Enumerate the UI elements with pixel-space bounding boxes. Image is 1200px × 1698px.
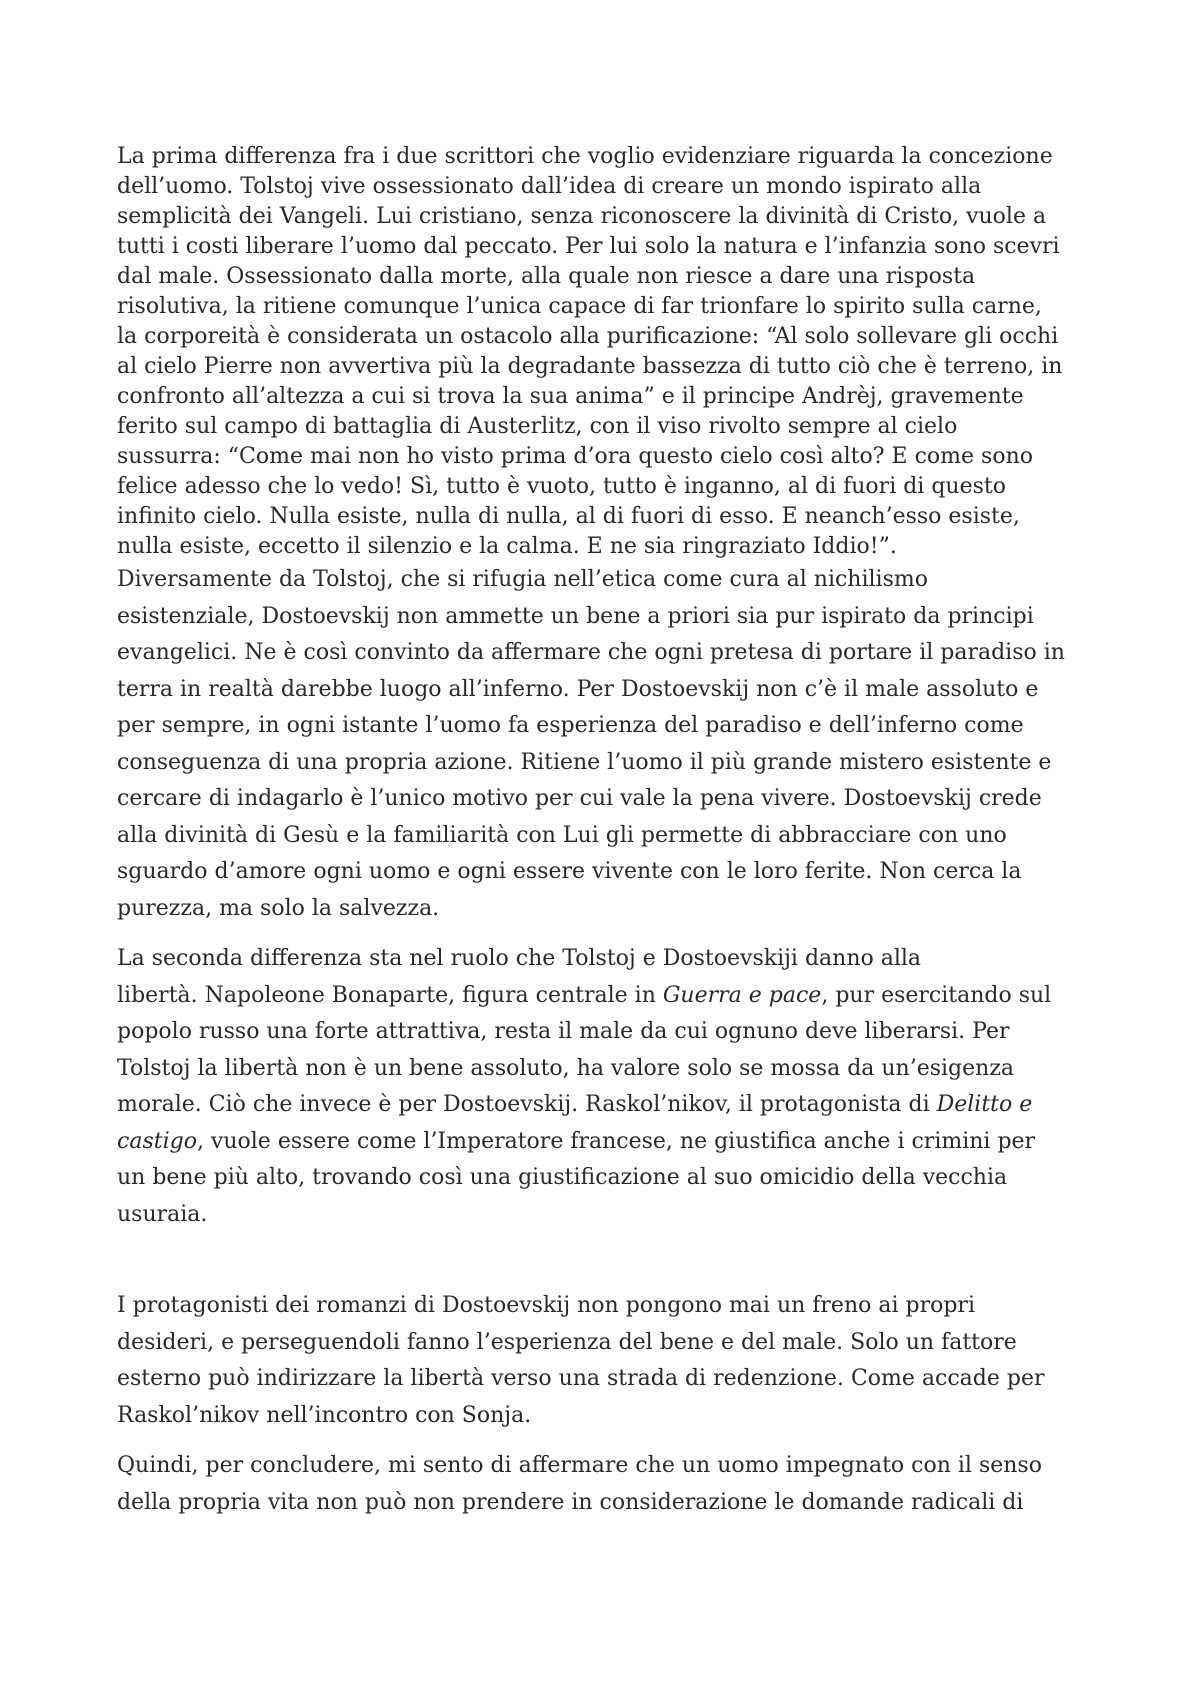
text-line: I protagonisti dei romanzi di Dostoevskij non pongono mai un freno ai propri [117, 1293, 975, 1318]
paragraph-3 [117, 941, 1087, 1233]
text-line [117, 1087, 1087, 1124]
text-line: usuraia. [117, 1201, 208, 1227]
text-line: dal male. Ossessionato dalla morte, alla quale non riesce a dare una risposta [117, 264, 976, 289]
text-line: risolutiva, la ritiene comunque l’unica capace di far trionfare lo spirito sulla carne, [117, 294, 1042, 319]
text-line: ferito sul campo di battaglia di Austerlitz, con il viso rivolto sempre al cielo [117, 414, 958, 439]
text-line: evangelici. Ne è così convinto da affermare che ogni pretesa di portare il paradiso in [117, 640, 1065, 665]
text-line: sguardo d’amore ogni uomo e ogni essere vivente con le loro ferite. Non cerca la [117, 859, 1022, 884]
text-line: dell’uomo. Tolstoj vive ossessionato dall’idea di creare un mondo ispirato alla [117, 174, 982, 199]
paragraph-5 [117, 1448, 1087, 1521]
text-line: Quindi, per concludere, mi sento di affermare che un uomo impegnato con il senso [117, 1453, 1042, 1478]
text-line: confronto all’altezza a cui si trova la sua anima” e il principe Andrèj, gravemente [117, 384, 1024, 409]
text-line: Raskol’nikov nell’incontro con Sonja. [117, 1402, 532, 1428]
text-line: per sempre, in ogni istante l’uomo fa esperienza del paradiso e dell’inferno come [117, 713, 1024, 738]
text-line: felice adesso che lo vedo! Sì, tutto è vuoto, tutto è inganno, al di fuori di questo [117, 474, 1006, 499]
text-line: cercare di indagarlo è l’unico motivo per cui vale la pena vivere. Dostoevskij crede [117, 786, 1042, 811]
text-line: al cielo Pierre non avvertiva più la degradante bassezza di tutto ciò che è terreno, in [117, 354, 1063, 379]
text-line: La seconda differenza sta nel ruolo che Tolstoj e Dostoevskiji danno alla [117, 946, 922, 971]
document-page [117, 142, 1087, 1521]
text-line: infinito cielo. Nulla esiste, nulla di nulla, al di fuori di esso. E neanch’esso esiste, [117, 504, 1020, 529]
text-line: desideri, e perseguendoli fanno l’esperienza del bene e del male. Solo un fattore [117, 1329, 1017, 1355]
paragraph-1 [117, 142, 1087, 562]
text-line: semplicità dei Vangeli. Lui cristiano, senza riconoscere la divinità di Cristo, vuole a [117, 204, 1047, 229]
text-fragment: , pur esercitando sul [821, 982, 1052, 1008]
text-line: esistenziale, Dostoevskij non ammette un bene a priori sia pur ispirato da principi [117, 603, 1034, 629]
text-line: della propria vita non può non prendere in considerazione le domande radicali di [117, 1489, 1024, 1515]
book-title-delitto-e-castigo-part1: Delitto e [936, 1092, 1033, 1117]
text-line: Diversamente da Tolstoj, che si rifugia nell’etica come cura al nichilismo [117, 567, 928, 592]
text-line: La prima differenza fra i due scrittori che voglio evidenziare riguarda la concezione [117, 144, 1053, 169]
book-title-delitto-e-castigo-part2: castigo [117, 1128, 197, 1154]
text-line: conseguenza di una propria azione. Ritiene l’uomo il più grande mistero esistente e [117, 749, 1052, 775]
paragraph-2 [117, 562, 1087, 927]
text-line: nulla esiste, eccetto il silenzio e la calma. E ne sia ringraziato Iddio!”. [117, 534, 897, 559]
text-fragment: libertà. Napoleone Bonaparte, figura centrale in [117, 982, 663, 1008]
text-line: popolo russo una forte attrattiva, resta il male da cui ognuno deve liberarsi. Per [117, 1019, 1010, 1044]
text-line: esterno può indirizzare la libertà verso una strada di redenzione. Come accade per [117, 1366, 1045, 1391]
text-line: purezza, ma solo la salvezza. [117, 895, 440, 921]
text-line: alla divinità di Gesù e la familiarità con Lui gli permette di abbracciare con uno [117, 822, 1007, 848]
text-line [117, 1124, 1087, 1161]
text-line: terra in realtà darebbe luogo all’inferno. Per Dostoevskij non c’è il male assoluto e [117, 676, 1039, 702]
text-line: sussurra: “Come mai non ho visto prima d’ora questo cielo così alto? E come sono [117, 444, 1033, 469]
text-line: un bene più alto, trovando così una giustificazione al suo omicidio della vecchia [117, 1165, 1008, 1190]
text-line: Tolstoj la libertà non è un bene assoluto, ha valore solo se mossa da un’esigenza [117, 1055, 1015, 1081]
text-fragment: , vuole essere come l’Imperatore francese, ne giustifica anche i crimini per [196, 1128, 1036, 1154]
text-line [117, 978, 1087, 1015]
text-fragment: morale. Ciò che invece è per Dostoevskij. Raskol’nikov, il protagonista di [117, 1092, 937, 1117]
text-line: tutti i costi liberare l’uomo dal peccato. Per lui solo la natura e l’infanzia sono scevri [117, 234, 1060, 259]
text-line: la corporeità è considerata un ostacolo alla purificazione: “Al solo sollevare gli occhi [117, 324, 1059, 349]
paragraph-4 [117, 1288, 1087, 1434]
book-title-guerra-e-pace: Guerra e pace [662, 982, 822, 1008]
